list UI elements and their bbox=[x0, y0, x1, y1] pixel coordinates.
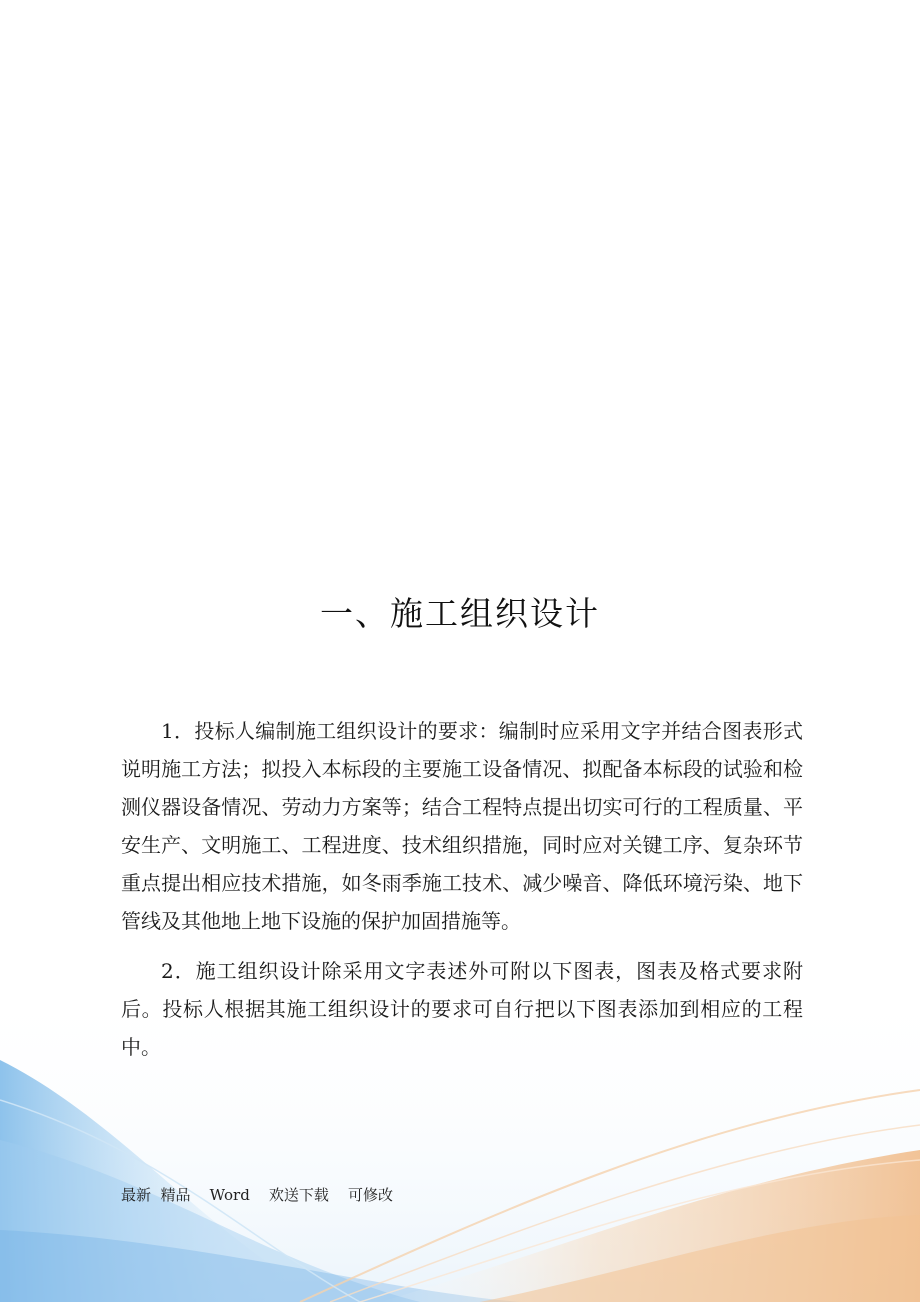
paragraph-1: 1．投标人编制施工组织设计的要求：编制时应采用文字并结合图表形式说明施工方法；拟投入本标段的主要施工设备情况、拟配备本标段的试验和检测仪器设备情况、劳动力方案等；结合工程特点提出切实可行的工程质量、平安生产、文明施工、工程进度、技术组织措施，同时应对关键工序、复杂环节重点提出相应技术措施，如冬雨季施工技术、减少噪音、降低环境污染、地下管线及其他地上地下设施的保护加固措施等。 bbox=[121, 719, 803, 933]
document-body bbox=[121, 712, 803, 1078]
page-footer: 最新 精品 Word 欢送下载 可修改 bbox=[121, 1186, 393, 1204]
section-title: 一、施工组织设计 bbox=[320, 594, 600, 633]
paragraph-2: 2．施工组织设计除采用文字表述外可附以下图表，图表及格式要求附后。投标人根据其施工组织设计的要求可自行把以下图表添加到相应的工程中。 bbox=[121, 959, 803, 1059]
